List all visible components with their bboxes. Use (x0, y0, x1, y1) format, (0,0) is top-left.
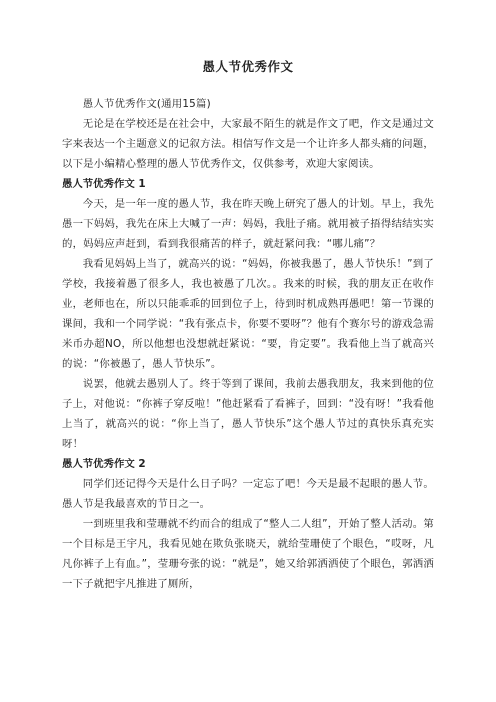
essay-1-paragraph-1: 今天，是一年一度的愚人节，我在昨天晚上研究了愚人的计划。早上，我先愚一下妈妈，我先在床上大喊了一声：妈妈，我肚子痛。就用被子捂得结结实实的，妈妈应声赶到，看到我很痛苦的样子，就赶紧问我：“哪儿痛”？ (62, 198, 434, 250)
document-title: 愚人节优秀作文 (202, 59, 294, 74)
essay-2-heading: 愚人节优秀作文 2 (62, 458, 146, 470)
document-page (62, 58, 434, 594)
essay-1-paragraph-3: 说罢，他就去愚别人了。终于等到了课间，我前去愚我朋友，我来到他的位子上，对他说：“你裤子穿反啦！”他赶紧看了看裤子，回到：“没有呀！”我看他上当了，就高兴的说：“你上当了，愚人节快乐”这个愚人节过的真快乐真充实呀！ (62, 378, 434, 450)
essay-2-paragraph-1: 同学们还记得今天是什么日子吗？一定忘了吧！今天是最不起眼的愚人节。愚人节是我最喜欢的节日之一。 (62, 478, 434, 510)
intro-paragraph: 无论是在学校还是在社会中，大家最不陌生的就是作文了吧，作文是通过文字来表达一个主题意义的记叙方法。相信写作文是一个让许多人都头痛的问题，以下是小编精心整理的愚人节优秀作文，仅供参考，欢迎大家阅读。 (62, 118, 434, 170)
essay-1-paragraph-2: 我看见妈妈上当了，就高兴的说：“妈妈，你被我愚了，愚人节快乐！”到了学校，我接着愚了很多人，我也被愚了几次。。我来的时候，我的朋友正在收作业，老师也在，所以只能乖乖的回到位子上，待到时机成熟再愚吧！第一节课的课间，我和一个同学说：“我有张点卡，你要不要呀”？他有个赛尔号的游戏急需米币办超NO，所以他想也没想就赶紧说：“要，肯定要”。我看他上当了就高兴的说：“你被愚了，愚人节快乐”。 (62, 258, 434, 370)
essay-1-heading: 愚人节优秀作文 1 (62, 178, 146, 190)
subtitle-paragraph: 愚人节优秀作文(通用15篇) (82, 98, 211, 110)
essay-2-paragraph-2: 一到班里我和莹珊就不约而合的组成了“整人二人组”，开始了整人活动。第一个目标是王宇凡，我看见她在欺负张晓天，就给莹珊使了个眼色，“哎呀，凡凡你裤子上有血。”，莹珊夸张的说：“就是”，她又给郭洒洒使了个眼色，郭洒洒一下子就把宇凡推进了厕所， (62, 518, 434, 590)
